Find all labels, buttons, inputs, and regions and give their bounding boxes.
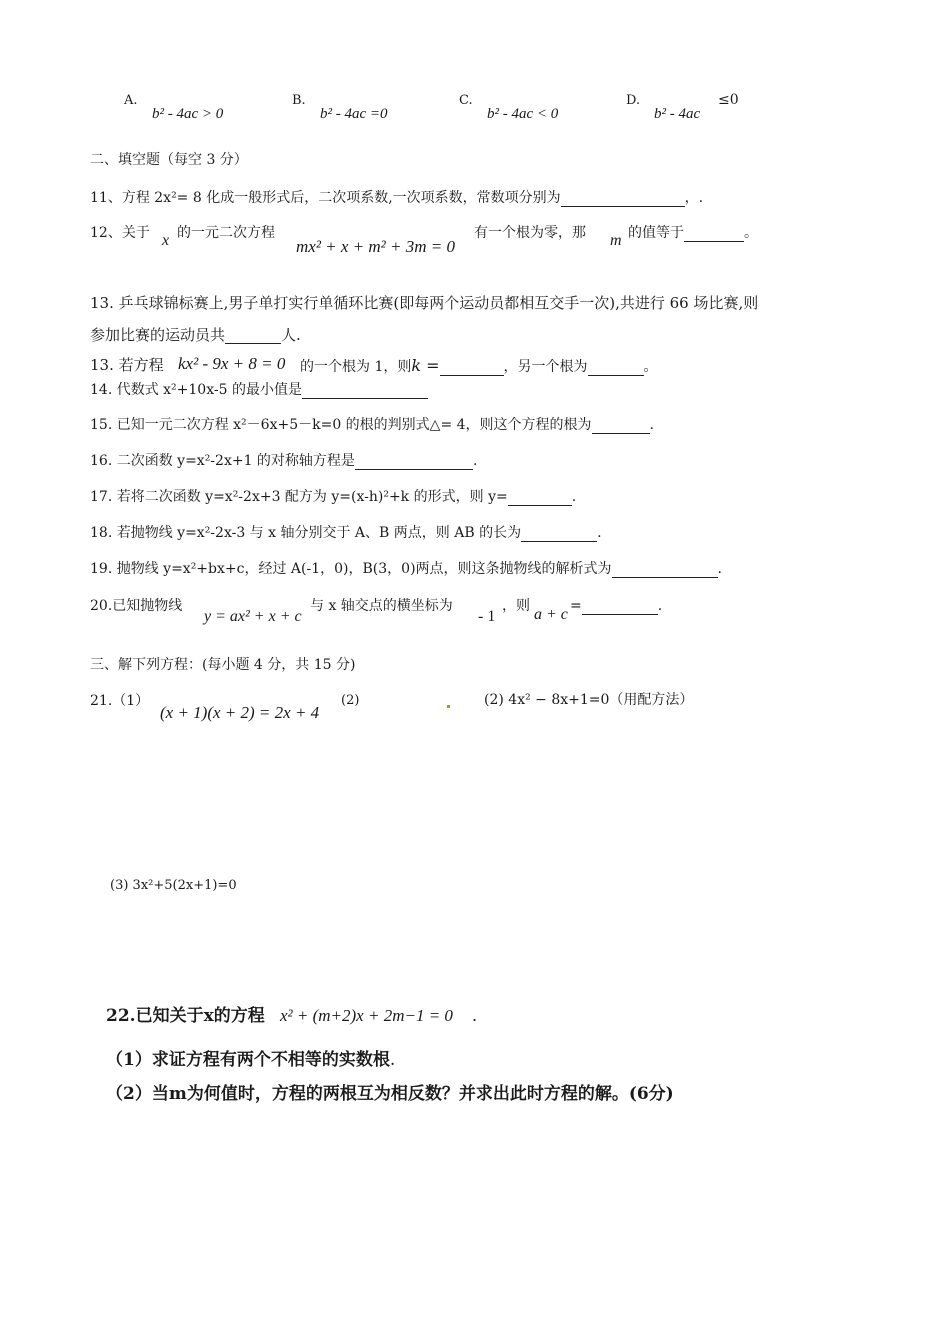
answer-blank-13b-k[interactable] [440,361,504,376]
question-22-equation: x² + (m+2)x + 2m−1 = 0 [280,1006,453,1025]
question-11-text: 11、方程 2x²= 8 化成一般形式后，二次项系数,一次项系数，常数项分别为 [90,190,561,206]
choice-c-expr: b² - 4ac < 0 [487,106,559,122]
question-14 [90,382,428,399]
choice-b-label: B. [292,93,306,108]
question-13b-k: k = [411,356,440,375]
answer-blank-17[interactable] [508,491,572,506]
question-20-sum: a + c [534,606,568,623]
question-20-mid2: ，则 [502,598,530,614]
question-12-end-text: 的值等于 [628,225,684,241]
question-21-part2-marker: (2) [341,693,360,708]
question-13b-equation: kx² - 9x + 8 = 0 [178,354,286,373]
question-21-part2: (2) 4x² − 8x+1=0（用配方法） [484,692,694,708]
question-17-text: 17. 若将二次函数 y=x²-2x+3 配方为 y=(x-h)²+k 的形式，则 y= [90,489,508,505]
question-13b-tail: 。 [643,359,658,375]
answer-blank-13b-root[interactable] [588,361,644,376]
choice-d-expr: b² - 4ac [654,106,701,122]
question-20-root-value: - 1 [478,608,496,625]
answer-blank-20[interactable] [582,600,658,615]
question-19 [90,561,722,578]
question-19-text: 19. 抛物线 y=x²+bx+c，经过 A(-1，0)，B(3，0)两点，则这条抛物线的解析式为 [90,561,612,577]
question-20-mid: 与 x 轴交点的横坐标为 [310,598,453,614]
question-21-equation-1: (x + 1)(x + 2) = 2x + 4 [160,703,320,722]
question-13a-line1: 13. 乒乓球锦标赛上,男子单打实行单循环比赛(即每两个运动员都相互交手一次),共进行 66 场比赛,则 [90,294,759,312]
stray-dot [447,705,450,708]
question-13b-pre: 13. 若方程 [90,356,164,374]
question-15 [90,417,654,434]
question-12-post: 有一个根为零，那 [474,225,586,241]
answer-blank-19[interactable] [612,563,718,578]
question-12-tail: 。 [744,225,758,241]
question-22-stem-pre: 22.已知关于x的方程 [106,1006,265,1026]
question-21-part3: (3) 3x²+5(2x+1)=0 [110,878,237,893]
answer-blank-15[interactable] [592,419,650,434]
question-12-mid: 的一元二次方程 [177,225,275,241]
choice-a-label: A. [124,93,138,108]
question-20-pre: 20.已知抛物线 [90,598,183,614]
choice-d-label: D. [626,93,641,108]
question-11-tail: ，. [684,190,704,206]
question-17 [90,489,576,506]
question-13a-line2 [90,326,301,344]
question-18 [90,525,602,542]
answer-blank-14[interactable] [302,384,428,399]
question-16-tail: . [472,453,478,469]
answer-blank-11[interactable] [561,192,685,207]
question-13b-mid: 的一个根为 1，则 [300,359,412,375]
answer-blank-13a[interactable] [225,329,281,344]
question-22-part1 [106,1050,395,1070]
choice-c-label: C. [459,93,473,108]
question-13b-mid2: ，另一个根为 [503,359,588,375]
question-20-tail: . [657,598,663,614]
question-15-text: 15. 已知一元二次方程 x²－6x+5－k=0 的根的判别式△= 4，则这个方程的根为 [90,417,592,433]
question-20-end [570,598,662,615]
question-18-tail: . [597,525,602,541]
answer-blank-16[interactable] [355,455,473,470]
question-19-tail: . [717,561,722,577]
section-2-title: 二、填空题（每空 3 分） [90,152,248,168]
question-12-var-x: x [162,232,170,249]
question-12-equation: mx² + x + m² + 3m = 0 [296,237,456,256]
answer-blank-18[interactable] [521,527,597,542]
question-13a-line2-post: 人. [281,326,301,344]
question-22-part1-text: （1）求证方程有两个不相等的实数根 [106,1050,390,1070]
answer-blank-12[interactable] [684,227,744,242]
question-20-equation: y = ax² + x + c [204,608,302,625]
question-16-text: 16. 二次函数 y=x²-2x+1 的对称轴方程是 [90,453,355,469]
question-13b-rest [300,356,658,376]
question-12-end [628,225,758,242]
question-12-var-m: m [610,232,622,249]
choice-d-suffix: ≤0 [718,92,739,108]
section-3-title: 三、解下列方程：(每小题 4 分，共 15 分) [90,657,356,673]
question-17-tail: . [571,489,577,505]
question-12-pre: 12、关于 [90,225,150,241]
question-22-stem-end: . [472,1006,478,1025]
question-22-part2: （2）当m为何值时，方程的两根互为相反数？并求出此时方程的解。(6分) [106,1084,674,1104]
question-11 [90,190,703,207]
question-14-text: 14. 代数式 x²+10x-5 的最小值是 [90,382,302,398]
question-13a-line2-pre: 参加比赛的运动员共 [90,326,226,344]
question-22-part1-end: . [389,1050,396,1070]
question-18-text: 18. 若抛物线 y=x²-2x-3 与 x 轴分别交于 A、B 两点，则 AB 的长为 [90,525,522,541]
choice-b-expr: b² - 4ac =0 [320,106,388,122]
question-21-label: 21.（1） [90,693,150,709]
question-20-equals: = [570,598,582,614]
question-15-tail: . [649,417,654,433]
choice-a-expr: b² - 4ac > 0 [152,106,224,122]
question-16 [90,453,477,470]
